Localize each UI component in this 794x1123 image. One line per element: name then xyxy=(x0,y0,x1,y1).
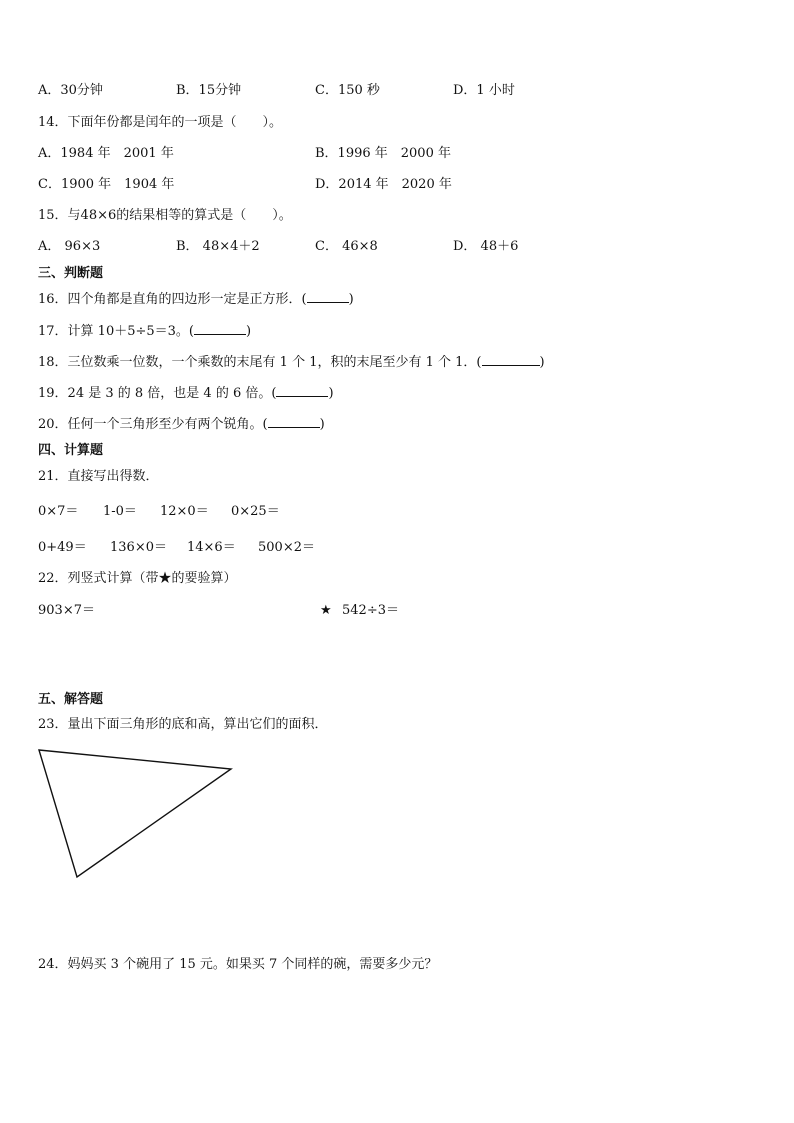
q24-stem: 24．妈妈买 3 个碗用了 15 元。如果买 7 个同样的碗，需要多少元？ xyxy=(38,957,438,972)
q21-item: 0×25＝ xyxy=(231,504,280,519)
q19-answer-blank[interactable] xyxy=(276,384,328,397)
q21-item: 136×0＝ xyxy=(110,540,167,555)
q21-item: 0×7＝ xyxy=(38,504,79,519)
section-4-heading: 四、计算题 xyxy=(38,443,104,458)
q15-stem: 15．与48×6的结果相等的算式是（ ）。 xyxy=(38,208,292,223)
q22-left-problem: 903×7＝ xyxy=(38,603,95,618)
q21-item: 500×2＝ xyxy=(258,540,315,555)
q19-text: 19．24 是 3 的 8 倍，也是 4 的 6 倍。( xyxy=(38,386,277,401)
triangle-shape xyxy=(39,750,231,877)
q14-option-b: B．1996 年 2000 年 xyxy=(315,146,451,161)
q16 xyxy=(38,290,354,309)
q13-option-d: D．1 小时 xyxy=(453,83,515,98)
q20 xyxy=(38,415,325,434)
q15-option-c: C． 46×8 xyxy=(315,239,378,254)
q21-item: 0+49＝ xyxy=(38,540,87,555)
section-3-heading: 三、判断题 xyxy=(38,266,104,281)
q21-stem: 21．直接写出得数． xyxy=(38,469,159,484)
q16-text: 16．四个角都是直角的四边形一定是正方形．( xyxy=(38,292,307,307)
q15-option-b: B． 48×4＋2 xyxy=(176,239,260,254)
star-icon: ★ xyxy=(320,603,332,618)
q19-close: ) xyxy=(328,386,334,401)
q13-option-b: B．15分钟 xyxy=(176,83,242,98)
q22-stem: 22．列竖式计算（带★的要验算） xyxy=(38,571,237,586)
q14-stem: 14．下面年份都是闰年的一项是（ ）。 xyxy=(38,115,283,130)
q14-option-c: C．1900 年 1904 年 xyxy=(38,177,175,192)
q21-item: 12×0＝ xyxy=(160,504,209,519)
q19 xyxy=(38,384,334,403)
q15-option-a: A． 96×3 xyxy=(38,239,101,254)
q14-option-d: D．2014 年 2020 年 xyxy=(315,177,452,192)
q20-answer-blank[interactable] xyxy=(268,415,320,428)
q13-option-a: A．30分钟 xyxy=(38,83,103,98)
q17-close: ) xyxy=(246,324,252,339)
q21-item: 1-0＝ xyxy=(103,504,137,519)
q23-stem: 23．量出下面三角形的底和高，算出它们的面积． xyxy=(38,717,328,732)
q17-answer-blank[interactable] xyxy=(194,322,246,335)
q16-answer-blank[interactable] xyxy=(307,290,349,303)
q16-close: ) xyxy=(348,292,354,307)
section-5-heading: 五、解答题 xyxy=(38,692,104,707)
q18-text: 18．三位数乘一位数，一个乘数的末尾有 1 个 1，积的末尾至少有 1 个 1．( xyxy=(38,355,482,370)
q20-text: 20．任何一个三角形至少有两个锐角。( xyxy=(38,417,268,432)
q13-option-c: C．150 秒 xyxy=(315,83,380,98)
q20-close: ) xyxy=(319,417,325,432)
q15-option-d: D． 48＋6 xyxy=(453,239,519,254)
q17 xyxy=(38,322,251,341)
triangle-figure xyxy=(34,745,244,885)
q14-option-a: A．1984 年 2001 年 xyxy=(38,146,174,161)
q22-right-problem: 542÷3＝ xyxy=(342,603,399,618)
q18 xyxy=(38,353,545,372)
q18-answer-blank[interactable] xyxy=(482,353,540,366)
q17-text: 17．计算 10＋5÷5＝3。( xyxy=(38,324,194,339)
q21-item: 14×6＝ xyxy=(187,540,236,555)
q18-close: ) xyxy=(539,355,545,370)
